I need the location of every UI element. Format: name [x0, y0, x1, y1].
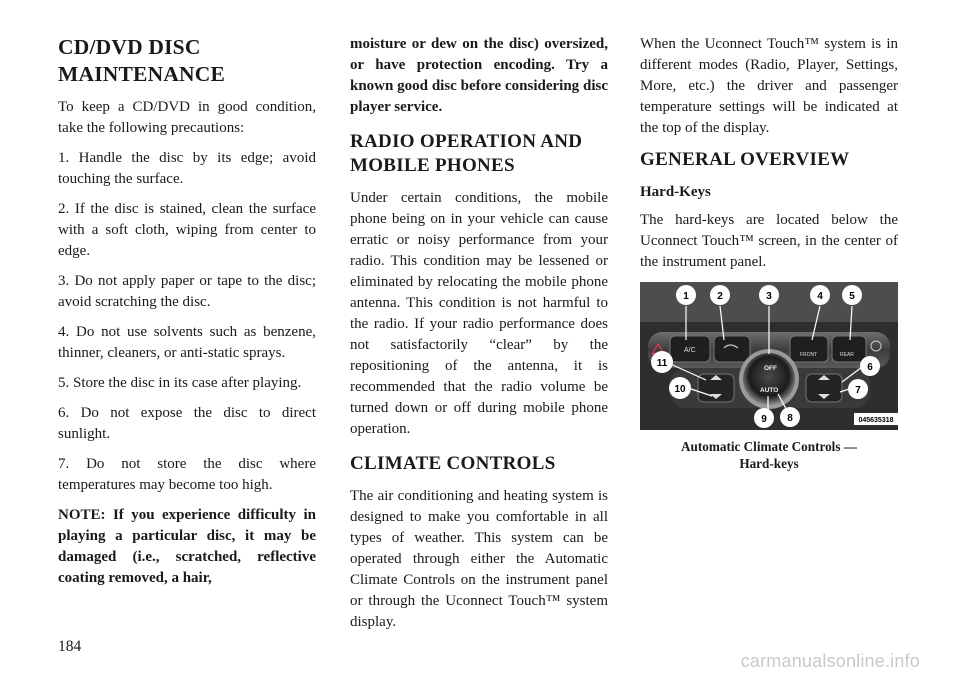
- list-item: 5. Store the disc in its case after playing.: [58, 375, 302, 391]
- uconnect-paragraph: When the Uconnect Touch™ system is in different modes (Radio, Player, Settings, More, etc.) the driver and passenger temperature settings will be indicated at the top of the display.: [640, 36, 898, 136]
- note-continuation: moisture or dew on the disc) oversized, or have protection encoding. Try a known good disc before considering disc player service.: [350, 36, 608, 115]
- svg-text:4: 4: [817, 291, 823, 302]
- svg-text:9: 9: [761, 414, 767, 425]
- callout-8: [780, 407, 800, 427]
- list-item: 2. If the disc is stained, clean the surface with a soft cloth, wiping from center to edge.: [58, 201, 316, 259]
- front-button-label: FRONT: [800, 352, 818, 358]
- note-paragraph: NOTE: If you experience difficulty in playing a particular disc, it may be damaged (i.e., scratched, reflective coating removed, a hair,: [58, 507, 316, 586]
- radio-paragraph: Under certain conditions, the mobile phone being on in your vehicle can cause erratic or noisy performance from your radio. This condition may be lessened or eliminated by relocating the mobile phone antenna. This condition is not harmful to the radio. If your radio performance does not satisfactorily “clear” by the repositioning of the antenna, it is recommended that the radio volume be turned down or off during mobile phone operation.: [350, 190, 608, 437]
- heading-hard-keys: Hard-Keys: [640, 184, 711, 200]
- hard-keys-paragraph: The hard-keys are located below the Uconnect Touch™ screen, in the center of the instrument panel.: [640, 212, 898, 270]
- watermark: carmanualsonline.info: [740, 651, 920, 671]
- climate-controls-photo: [640, 282, 898, 430]
- heading-climate-controls: CLIMATE CONTROLS: [350, 453, 556, 474]
- callout-7: [848, 379, 868, 399]
- rear-button-label: REAR: [840, 352, 854, 358]
- heading-line-1: CD/DVD DISC: [58, 35, 201, 59]
- callout-2: [710, 285, 730, 305]
- svg-text:10: 10: [674, 384, 686, 395]
- callout-11: [651, 351, 673, 373]
- off-button-label: OFF: [764, 365, 777, 372]
- callout-5: [842, 285, 862, 305]
- svg-text:5: 5: [849, 291, 855, 302]
- climate-paragraph: The air conditioning and heating system is designed to make you comfortable in all types of weather. This system can be operated through either the Automatic Climate Controls on the instrument panel or through the Uconnect Touch™ system display.: [350, 488, 608, 630]
- list-item: 3. Do not apply paper or tape to the disc; avoid scratching the disc.: [58, 273, 316, 310]
- intro-paragraph: To keep a CD/DVD in good condition, take the following precautions:: [58, 99, 316, 136]
- caption-line-1: Automatic Climate Controls —: [681, 439, 857, 454]
- callout-4: [810, 285, 830, 305]
- heading-radio-operation: [350, 130, 608, 178]
- list-item: 1. Handle the disc by its edge; avoid touching the surface.: [58, 150, 316, 187]
- svg-text:8: 8: [787, 413, 793, 424]
- climate-controls-figure: [640, 282, 898, 430]
- heading-cd-dvd-maintenance: [58, 34, 316, 88]
- callout-6: [860, 356, 880, 376]
- heading-general-overview: GENERAL OVERVIEW: [640, 149, 850, 170]
- list-item: 7. Do not store the disc where temperatures may become too high.: [58, 456, 316, 493]
- figure-caption: [640, 438, 898, 472]
- callout-1: [676, 285, 696, 305]
- list-item: 6. Do not expose the disc to direct sunlight.: [58, 405, 316, 442]
- svg-text:3: 3: [766, 291, 772, 302]
- column-general-overview: [640, 36, 898, 472]
- figure-id: 045635318: [858, 417, 894, 424]
- caption-line-2: Hard-keys: [739, 456, 799, 471]
- auto-button-label: AUTO: [760, 387, 779, 394]
- column-cd-dvd: [58, 34, 316, 598]
- svg-text:7: 7: [855, 385, 861, 396]
- heading-line-1: RADIO OPERATION AND: [350, 131, 583, 152]
- callout-9: [754, 408, 774, 428]
- ac-button-label: A/C: [684, 347, 696, 354]
- heading-line-2: MOBILE PHONES: [350, 155, 515, 176]
- svg-text:1: 1: [683, 291, 689, 302]
- callout-10: [669, 377, 691, 399]
- callout-3: [759, 285, 779, 305]
- page-number: 184: [58, 638, 82, 655]
- heading-line-2: MAINTENANCE: [58, 62, 226, 86]
- svg-text:2: 2: [717, 291, 723, 302]
- column-radio-climate: [350, 36, 608, 642]
- svg-text:6: 6: [867, 362, 873, 373]
- list-item: 4. Do not use solvents such as benzene, thinner, cleaners, or anti-static sprays.: [58, 324, 316, 361]
- svg-text:11: 11: [656, 358, 668, 369]
